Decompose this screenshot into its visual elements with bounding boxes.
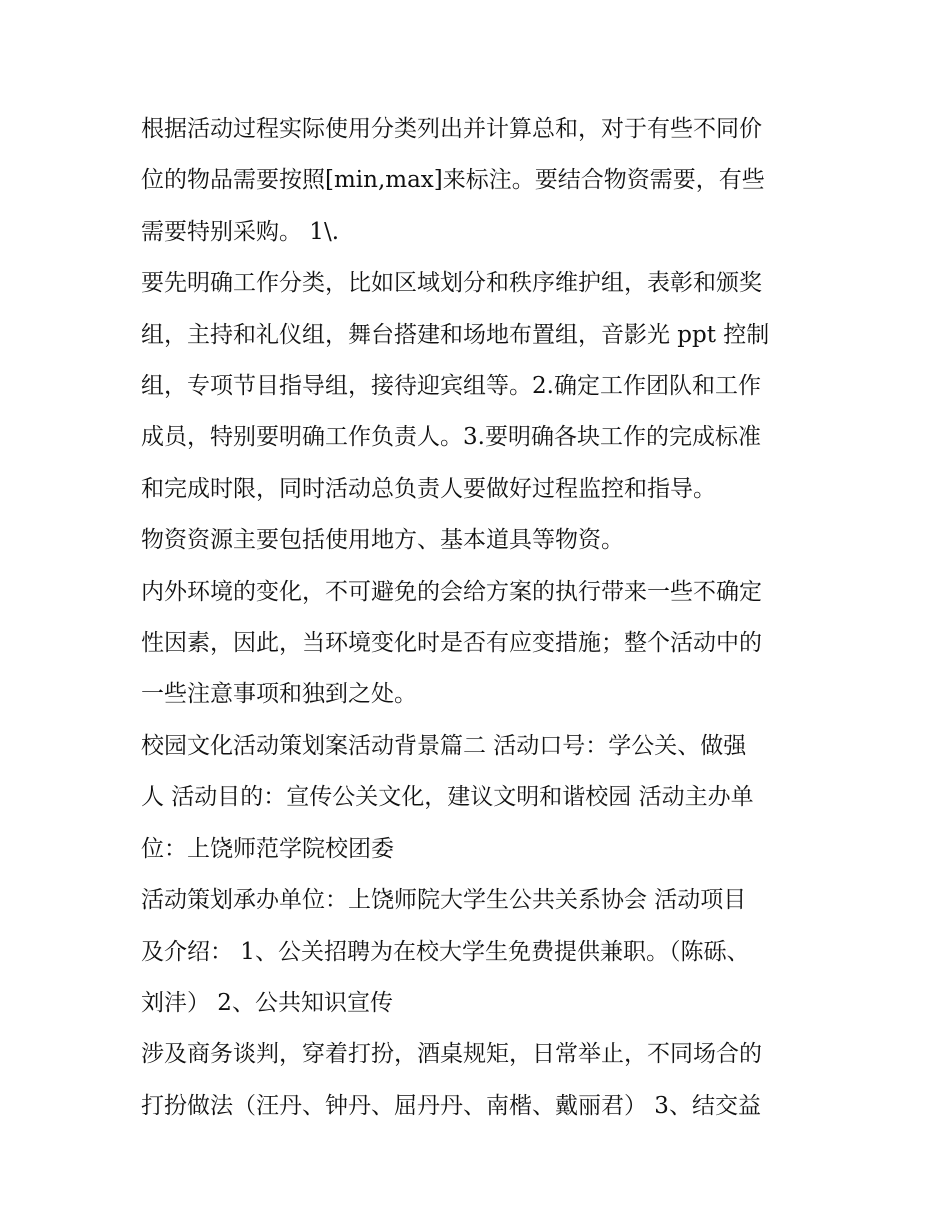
- paragraph-work-division: 要先明确工作分类，比如区域划分和秩序维护组，表彰和颁奖 组，主持和礼仪组，舞台搭建和场地布置组，音影光 ppt 控制 组，专项节目指导组，接待迎宾组等。2.确定工作团队和工作 成员，特别要明确工作负责人。3.要明确各块工作的完成标准 和完成时限，同时活动总负责人要做好过程监控和指导。: [141, 270, 770, 502]
- paragraph-campus-activity-background: 校园文化活动策划案活动背景篇二 活动口号：学公关、做强 人 活动目的：宣传公关文化，建议文明和谐校园 活动主办单 位：上饶师范学院校团委: [141, 732, 754, 862]
- paragraph-environment-changes: 内外环境的变化，不可避免的会给方案的执行带来一些不确定 性因素，因此，当环境变化时是否有应变措施；整个活动中的 一些注意事项和独到之处。: [141, 578, 762, 708]
- document-body: [141, 104, 821, 1132]
- paragraph-organizer-and-projects: 活动策划承办单位：上饶师院大学生公共关系协会 活动项目 及介绍： 1、公关招聘为在校大学生免费提供兼职。（陈砾、 刘沣） 2、公共知识宣传: [141, 887, 750, 1016]
- paragraph-material-resources: 物资资源主要包括使用地方、基本道具等物资。: [141, 527, 624, 554]
- paragraph-business-etiquette: 涉及商务谈判，穿着打扮，酒桌规矩，日常举止，不同场合的 打扮做法（汪丹、钟丹、屈丹丹、南楷、戴丽君） 3、结交益: [141, 1041, 762, 1119]
- paragraph-materials-budget: 根据活动过程实际使用分类列出并计算总和，对于有些不同价 位的物品需要按照[min,max]来标注。要结合物资需要，有些 需要特别采购。 1\.: [141, 116, 765, 245]
